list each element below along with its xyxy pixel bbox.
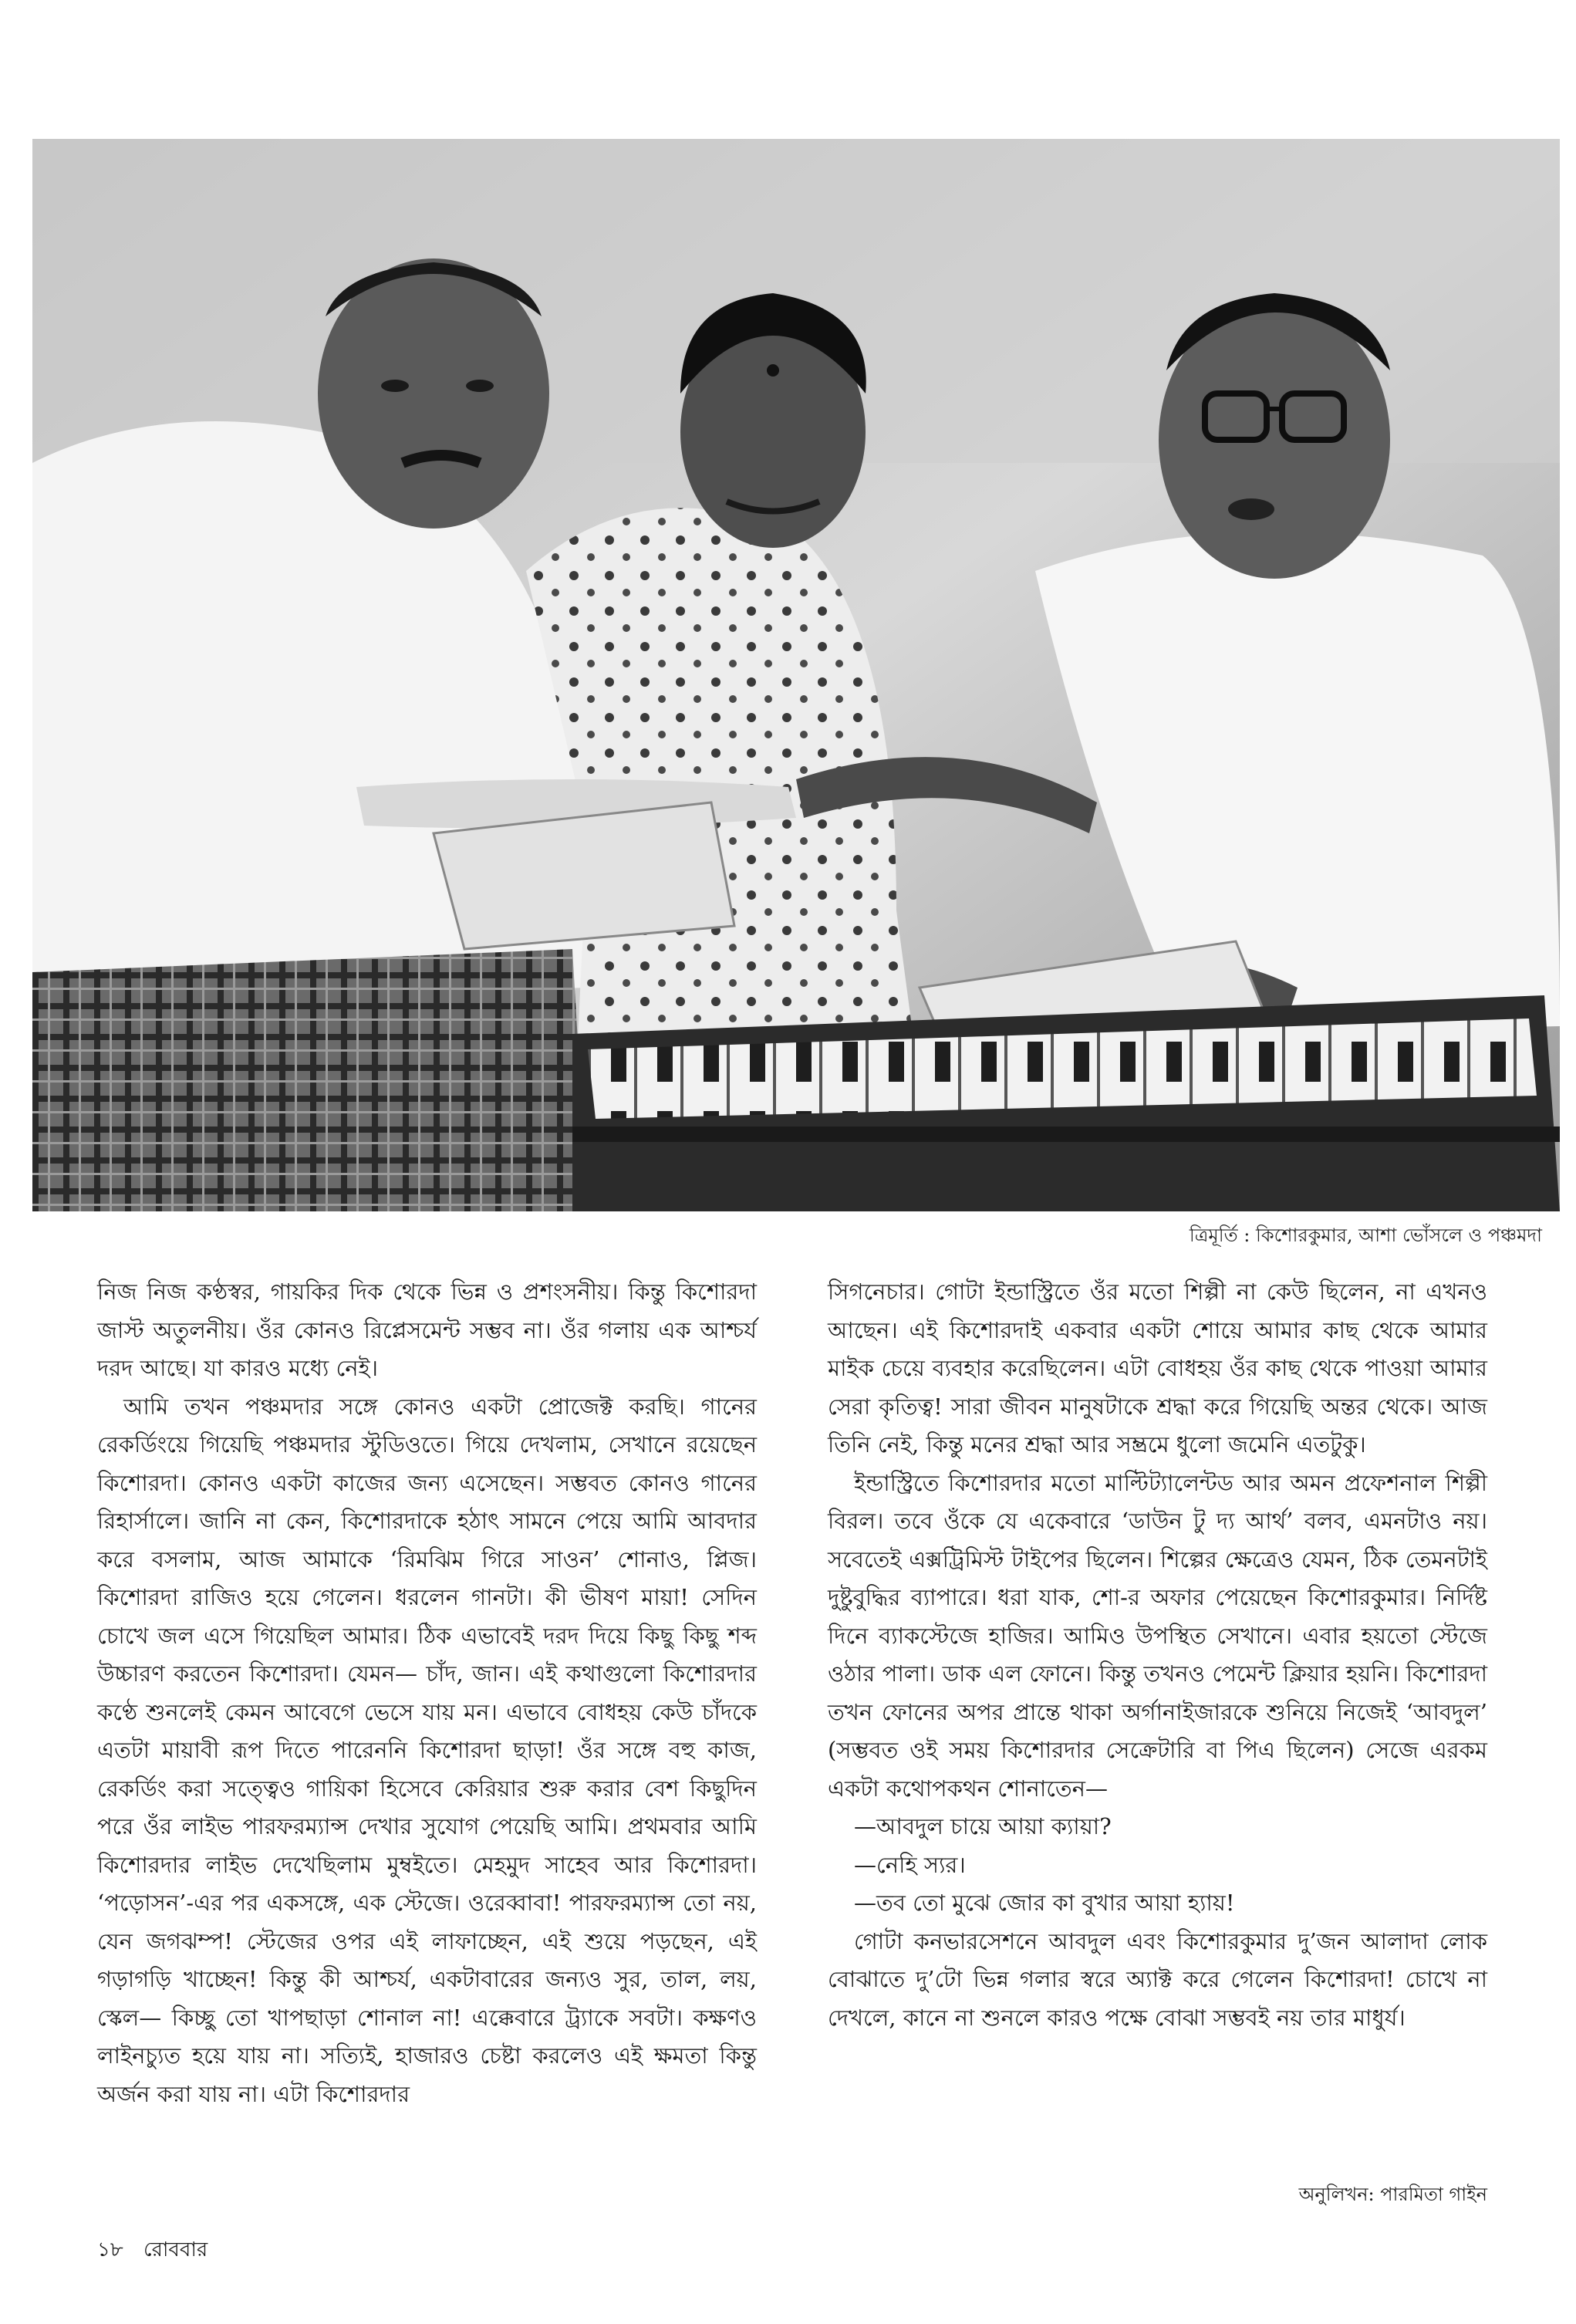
paragraph: গোটা কনভারসেশনে আবদুল এবং কিশোরকুমার দু’জন আলাদা লোক বোঝাতে দু’টো ভিন্ন গলার স্বরে অ্যাক্ট করে গেলেন কিশোরদা! চোখে না দেখলে, কানে না শুনলে কারও পক্ষে বোঝা সম্ভবই নয় তার মাধুর্য। <box>828 1927 1487 2031</box>
page-footer <box>97 2236 221 2264</box>
article-column-right <box>828 1273 1487 2037</box>
author-credit: অনুলিখন: পারমিতা গাইন <box>1298 2184 1487 2205</box>
paragraph: আমি তখন পঞ্চমদার সঙ্গে কোনও একটা প্রোজেক্ট করছি। গানের রেকর্ডিংয়ে গিয়েছি পঞ্চমদার স্টুডিওতে। গিয়ে দেখলাম, সেখানে রয়েছেন কিশোরদা। কোনও একটা কাজের জন্য এসেছেন। সম্ভবত কোনও গানের রিহার্সালে। জানি না কেন, কিশোরদাকে হঠাৎ সামনে পেয়ে আমি আবদার করে বসলাম, আজ আমাকে ‘রিমঝিম গিরে সাওন’ শোনাও, প্লিজ। কিশোরদা রাজিও হয়ে গেলেন। ধরলেন গানটা। কী ভীষণ মায়া! সেদিন চোখে জল এসে গিয়েছিল আমার। ঠিক এভাবেই দরদ দিয়ে কিছু কিছু শব্দ উচ্চারণ করতেন কিশোরদা। যেমন— চাঁদ, জান। এই কথাগুলো কিশোরদার কণ্ঠে শুনলেই কেমন আবেগে ভেসে যায় মন। এভাবে বোধহয় কেউ চাঁদকে এতটা মায়াবী রূপ দিতে পারেননি কিশোরদা ছাড়া! ওঁর সঙ্গে বহু কাজ, রেকর্ডিং করা সত্ত্বেও গায়িকা হিসেবে কেরিয়ার শুরু করার বেশ কিছুদিন পরে ওঁর লাইভ পারফরম্যান্স দেখার সুযোগ পেয়েছি আমি। প্রথমবার আমি কিশোরদার লাইভ দেখেছিলাম মুম্বইতে। মেহমুদ সাহেব আর কিশোরদা। ‘পড়োসন’-এর পর একসঙ্গে, এক স্টেজে। ওরেব্বাবা! পারফরম্যান্স তো নয়, যেন জগঝম্প! স্টেজের ওপর এই লাফাচ্ছেন, এই শুয়ে পড়ছেন, এই গড়াগড়ি খাচ্ছেন! কিন্তু কী আশ্চর্য, একটাবারের জন্যও সুর, তাল, লয়, স্কেল— কিচ্ছু তো খাপছাড়া শোনাল না! এক্কেবারে ট্র্যাকে সবটা। কক্ষণও লাইনচ্যুত হয়ে যায় না। সত্যিই, হাজারও চেষ্টা করলেও এই ক্ষমতা কিন্তু অর্জন করা যায় না। এটা কিশোরদার <box>97 1393 757 2107</box>
dialogue-line: —তব তো মুঝে জোর কা বুখার আয়া হ্যায়! <box>854 1890 1235 1916</box>
dialogue-line: —আবদুল চায়ে আয়া ক্যায়া? <box>854 1813 1112 1839</box>
paragraph: নিজ নিজ কণ্ঠস্বর, গায়কির দিক থেকে ভিন্ন ও প্রশংসনীয়। কিন্তু কিশোরদা জাস্ট অতুলনীয়। ওঁর কোনও রিপ্লেসমেন্ট সম্ভব না। ওঁর গলায় এক আশ্চর্য দরদ আছে। যা কারও মধ্যে নেই। <box>97 1279 757 1381</box>
feature-photo <box>32 139 1560 1211</box>
magazine-name: রোববার <box>143 2238 208 2262</box>
paragraph: ইন্ডাস্ট্রিতে কিশোরদার মতো মাল্টিট্যালেন্টড আর অমন প্রফেশনাল শিল্পী বিরল। তবে ওঁকে যে একেবারে ‘ডাউন টু দ্য আর্থ’ বলব, এমনটাও নয়। সবেতেই এক্সট্রিমিস্ট টাইপের ছিলেন। শিল্পের ক্ষেত্রেও যেমন, ঠিক তেমনটাই দুষ্টুবুদ্ধির ব্যাপারে। ধরা যাক, শো-র অফার পেয়েছেন কিশোরকুমার। নির্দিষ্ট দিনে ব্যাকস্টেজে হাজির। আমিও উপস্থিত সেখানে। এবার হয়তো স্টেজে ওঠার পালা। ডাক এল ফোনে। কিন্তু তখনও পেমেন্ট ক্লিয়ার হয়নি। কিশোরদা তখন ফোনের অপর প্রান্তে থাকা অর্গানাইজারকে শুনিয়ে নিজেই ‘আবদুল’ (সম্ভবত ওই সময় কিশোরদার সেক্রেটারি বা পিএ ছিলেন) সেজে এরকম একটা কথোপকথন শোনাতেন— <box>828 1469 1487 1802</box>
photo-three-musicians-harmonium-icon <box>32 139 1560 1211</box>
dialogue-line: —নেহি স্যর। <box>854 1851 966 1878</box>
paragraph: সিগনেচার। গোটা ইন্ডাস্ট্রিতে ওঁর মতো শিল্পী না কেউ ছিলেন, না এখনও আছেন। এই কিশোরদাই একবার একটা শোয়ে আমার কাছ থেকে আমার মাইক চেয়ে ব্যবহার করেছিলেন। এটা বোধহয় ওঁর কাছ থেকে পাওয়া আমার সেরা কৃতিত্ব! সারা জীবন মানুষটাকে শ্রদ্ধা করে গিয়েছি অন্তর থেকে। আজ তিনি নেই, কিন্তু মনের শ্রদ্ধা আর সম্ভ্রমে ধুলো জমেনি এতটুকু। <box>828 1279 1487 1458</box>
photo-caption: ত্রিমূর্তি : কিশোরকুমার, আশা ভোঁসলে ও পঞ্চমদা <box>1189 1224 1542 1246</box>
article-column-left <box>97 1273 757 2113</box>
page-number: ১৮ <box>97 2238 123 2262</box>
